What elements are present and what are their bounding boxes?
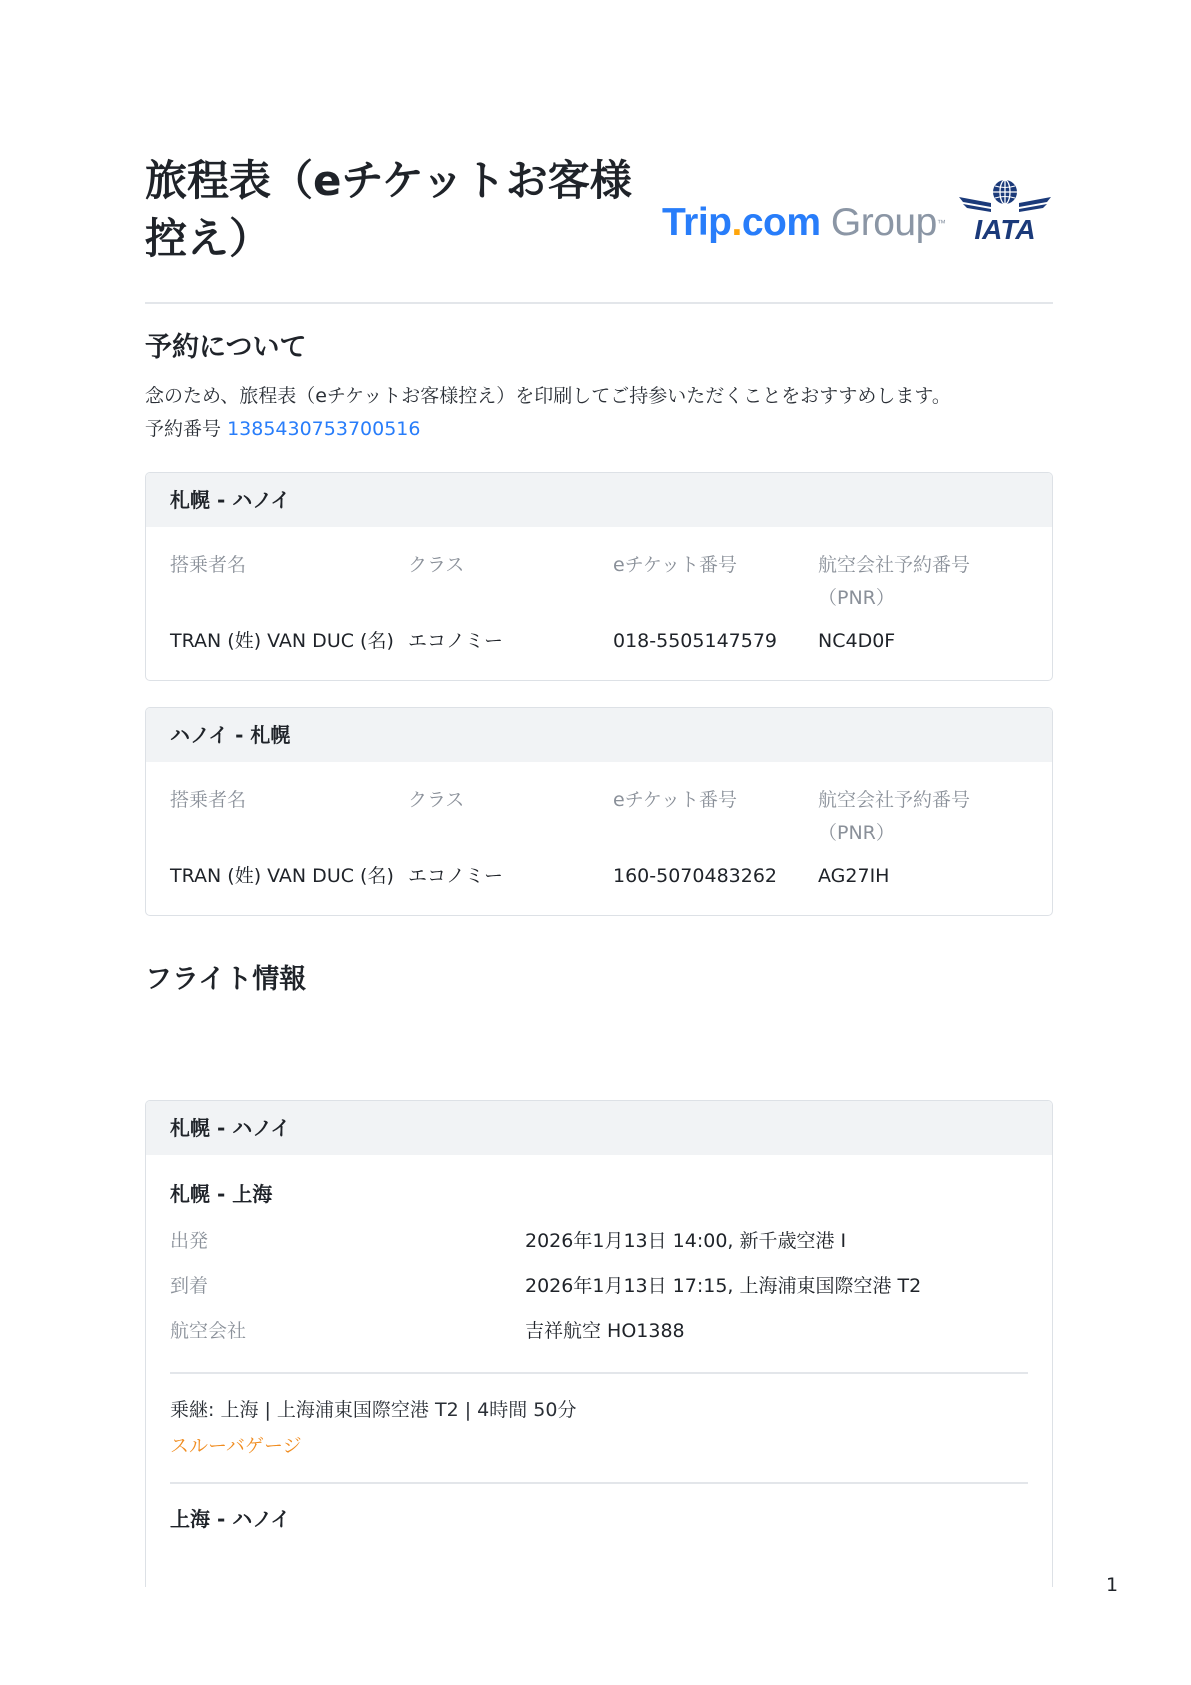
segment-title: 札幌 - 上海 xyxy=(170,1182,273,1206)
airline-label: 航空会社 xyxy=(170,1320,247,1342)
logo-com-text: com xyxy=(741,201,821,244)
segment-details xyxy=(170,1219,1028,1354)
segment-divider xyxy=(170,1482,1028,1484)
eticket-number: 160-5070483262 xyxy=(613,865,778,887)
through-baggage-link[interactable]: スルーバゲージ xyxy=(170,1435,302,1457)
airline-value: 吉祥航空 HO1388 xyxy=(525,1320,685,1342)
header-class: クラス xyxy=(408,789,465,811)
arrival-value: 2026年1月13日 17:15, 上海浦東国際空港 T2 xyxy=(525,1275,922,1297)
ticket-card xyxy=(145,707,1053,916)
flight-card-route: 札幌 - ハノイ xyxy=(146,1101,1052,1155)
itinerary-page xyxy=(145,140,1053,1016)
header-passenger: 搭乗者名 xyxy=(170,789,247,811)
pnr-code: NC4D0F xyxy=(818,630,896,652)
header-pnr: 航空会社予約番号（PNR） xyxy=(818,554,971,609)
header-pnr: 航空会社予約番号（PNR） xyxy=(818,789,971,844)
iata-logo xyxy=(957,177,1053,245)
eticket-number: 018-5505147579 xyxy=(613,630,778,652)
print-recommendation: 念のため、旅程表（eチケットお客様控え）を印刷してご持参いただくことをおすすめします。 xyxy=(145,385,951,407)
header-passenger: 搭乗者名 xyxy=(170,554,247,576)
segment-divider xyxy=(170,1372,1028,1374)
logo-group-text: Group xyxy=(830,201,937,244)
logo-tm: ™ xyxy=(936,218,946,228)
header-class: クラス xyxy=(408,554,465,576)
header-eticket: eチケット番号 xyxy=(613,789,737,811)
booking-number-label: 予約番号 xyxy=(145,418,222,440)
booking-number-row xyxy=(145,413,1053,446)
departure-value: 2026年1月13日 14:00, 新千歳空港 I xyxy=(525,1230,847,1252)
ticket-table xyxy=(170,784,1028,893)
cabin-class: エコノミー xyxy=(408,865,504,887)
flight-section-title: フライト情報 xyxy=(145,964,307,995)
passenger-name: TRAN (姓) VAN DUC (名) xyxy=(170,630,394,652)
logo-dot: . xyxy=(731,201,742,244)
document-title: 旅程表（eチケットお客様控え） xyxy=(145,156,632,263)
header xyxy=(145,140,1053,296)
flight-card xyxy=(145,1100,1053,1587)
transfer-info: 乗継: 上海 | 上海浦東国際空港 T2 | 4時間 50分 xyxy=(170,1399,577,1421)
arrival-label: 到着 xyxy=(170,1275,209,1297)
ticket-table xyxy=(170,549,1028,658)
ticket-card-route: 札幌 - ハノイ xyxy=(146,473,1052,527)
header-eticket: eチケット番号 xyxy=(613,554,737,576)
logo-trip-text: Trip xyxy=(662,201,732,244)
title-divider xyxy=(145,302,1053,304)
passenger-name: TRAN (姓) VAN DUC (名) xyxy=(170,865,394,887)
booking-section-title: 予約について xyxy=(145,332,307,363)
page-number: 1 xyxy=(1106,1574,1119,1596)
ticket-card-route: ハノイ - 札幌 xyxy=(146,708,1052,762)
iata-text: IATA xyxy=(974,214,1036,245)
departure-label: 出発 xyxy=(170,1230,209,1252)
cabin-class: エコノミー xyxy=(408,630,504,652)
booking-number[interactable]: 1385430753700516 xyxy=(227,418,421,440)
segment-title: 上海 - ハノイ xyxy=(170,1507,291,1531)
trip-com-group-logo xyxy=(662,198,945,248)
pnr-code: AG27IH xyxy=(818,865,890,887)
ticket-card xyxy=(145,472,1053,681)
